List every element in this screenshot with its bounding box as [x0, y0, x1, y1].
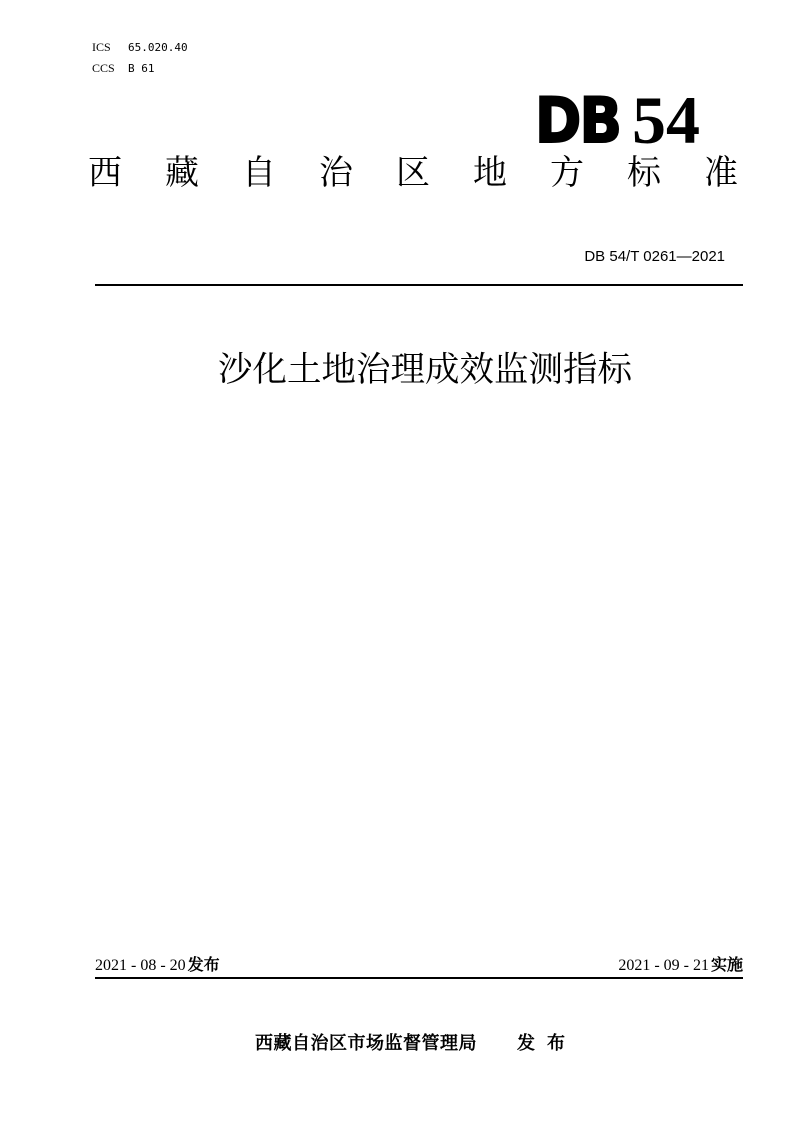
implementation-date — [618, 955, 743, 976]
ccs-label: CCS — [92, 61, 115, 75]
ccs-line — [92, 61, 155, 76]
implementation-date-value: 2021 - 09 - 21 — [618, 957, 709, 974]
ccs-code: B 61 — [128, 62, 155, 75]
publisher-action: 发布 — [517, 1033, 577, 1054]
top-divider — [95, 284, 743, 286]
issue-date-value: 2021 - 08 - 20 — [95, 957, 186, 974]
db-logo-letters: DB — [535, 84, 621, 157]
db-logo-number: 54 — [632, 82, 700, 158]
document-title: 沙化土地治理成效监测指标 — [218, 350, 632, 390]
issue-date-label: 发布 — [187, 955, 220, 974]
standard-type-heading: 西藏自治区地方标准 — [88, 153, 781, 193]
ics-code: 65.020.40 — [128, 41, 188, 54]
ics-label: ICS — [92, 40, 111, 54]
bottom-divider — [95, 977, 743, 979]
issue-date — [95, 955, 220, 976]
ics-line — [92, 40, 188, 55]
publisher-name: 西藏自治区市场监督管理局 — [255, 1033, 477, 1054]
standard-number: DB 54/T 0261—2021 — [584, 248, 725, 265]
implementation-date-label: 实施 — [710, 955, 743, 974]
